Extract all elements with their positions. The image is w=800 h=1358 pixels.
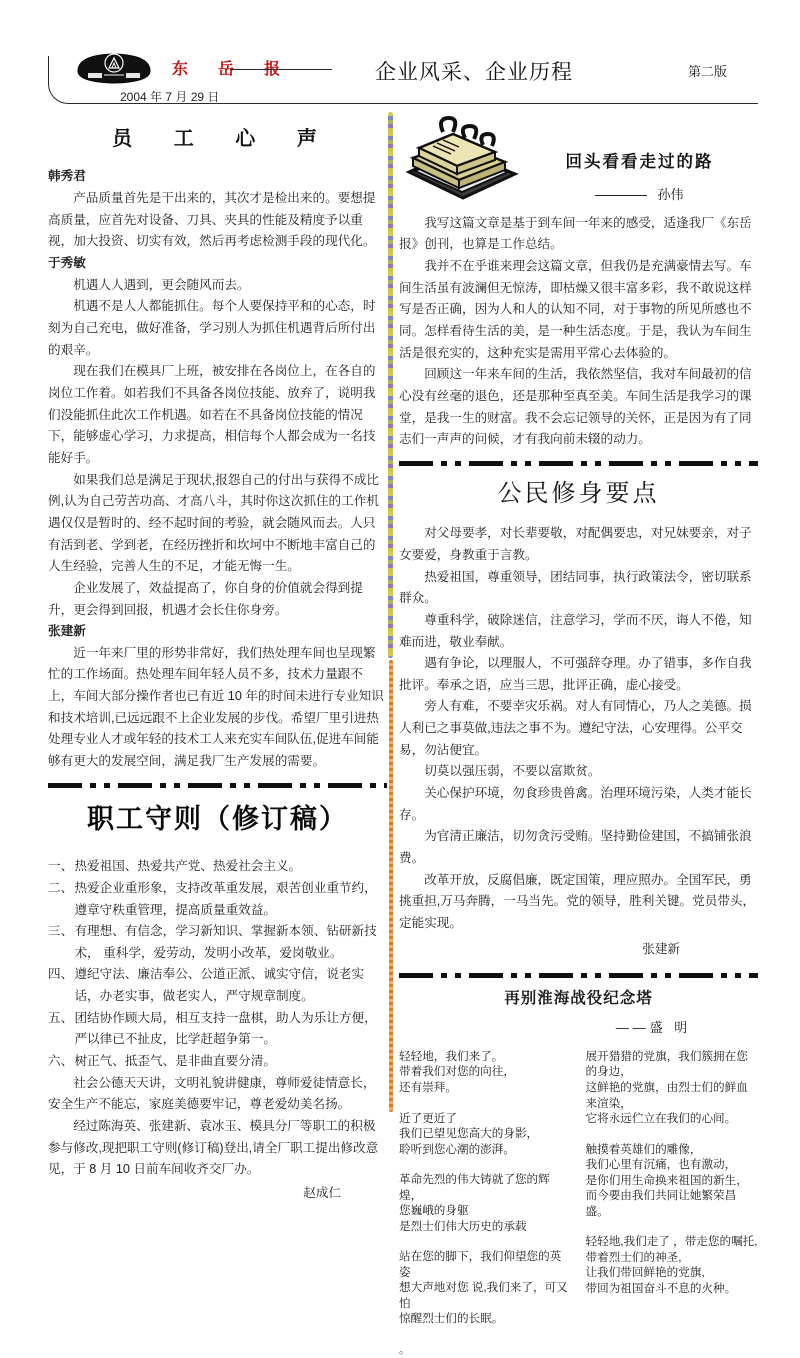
poem-line: 站在您的脚下，我们仰望您的英姿: [399, 1250, 562, 1279]
rule-text: 热爱企业重形象，支持改革重发展，艰苦创业重节约，遵章守秩重管理，提高质量重效益。: [74, 880, 377, 917]
rule-item: [48, 1008, 387, 1051]
poem-line: 惊醒烈士们的长眠。: [399, 1312, 504, 1326]
article-paragraph: 回顾这一年来车间的生活，我依然坚信，我对车间最初的信心没有丝毫的退色，还是那种至真至美。车间生活是我学习的课堂，是我一生的财富。我不会忘记领导的关怀，正是因为有了同志们一声声的问候，才有我向前未辍的动力。: [399, 367, 752, 447]
poem-byline: ——盛 明: [615, 1019, 692, 1035]
article-byline: [521, 184, 758, 206]
voice-paragraph: 产品质量首先是干出来的，其次才是检出来的。要想提高质量，应首先对设备、刀具、夹具的性能及精度予以重视，加大投资、切实有效，然后再考虑检测手段的现代化。: [48, 191, 376, 249]
poem-stanza: [586, 1142, 759, 1220]
rules-signature: 赵成仁: [303, 1186, 341, 1201]
right-column: [399, 110, 758, 1358]
rule-number: 一、: [48, 859, 74, 874]
rule-text: 热爱祖国、热爱共产党、热爱社会主义。: [74, 859, 302, 874]
citizen-paragraph: 切莫以强压弱，不要以富欺贫。: [424, 764, 601, 779]
citizen-paragraph: 为官清正廉洁，切勿贪污受贿。坚持勤俭建国，不搞铺张浪费。: [399, 829, 752, 866]
rule-number: 四、: [48, 967, 74, 982]
dashed-divider: [399, 461, 758, 466]
poem-stanza: [399, 1049, 572, 1096]
voice-paragraph: 机遇不是人人都能抓住。每个人要保持平和的心态，时刻为自己充电，做好准备，学习别人为抓住机遇背后所付出的艰辛。: [48, 299, 376, 357]
voice-author: 张建新: [48, 624, 86, 639]
rule-text: 树正气、抵歪气、是非曲直要分清。: [74, 1054, 276, 1069]
poem-stanza: [399, 1249, 572, 1327]
voices-section-title: 员 工 心 声: [112, 128, 335, 150]
voice-paragraph: 现在我们在模具厂上班，被安排在各岗位上，在各自的岗位工作着。如若我们不具备各岗位技能、放弃了，说明我们没能抓住此次工作机遇。如若在不具备岗位技能的情况下，能够虚心学习，力求提高，相信每个人都会成为一名技能好手。: [48, 364, 376, 465]
article-header: [399, 110, 758, 207]
rule-text: 遵纪守法、廉洁奉公、公道正派、诚实守信，说老实话，办老实事，做老实人，严守规章制度。: [74, 967, 365, 1004]
article-paragraph: 我写这篇文章是基于到车间一年来的感受，适逢我厂《东岳报》创刊，也算是工作总结。: [399, 215, 752, 252]
poem-line: 革命先烈的伟大铸就了您的辉煌，: [399, 1173, 550, 1202]
poem-stanza: [399, 1172, 572, 1234]
article-author: 孙伟: [657, 187, 684, 203]
poem-line: 近了更近了: [399, 1111, 457, 1125]
poem-line: 是烈士们伟大历史的承载: [399, 1219, 527, 1233]
dashed-divider: [48, 783, 387, 788]
notebooks-clipart-icon: [399, 110, 521, 206]
poem-line: 带回为祖国奋斗不息的火种。: [585, 1281, 737, 1295]
poem-line: 我们心里有沉痛，也有激动，: [585, 1158, 737, 1172]
article-title: 回头看看走过的路: [565, 153, 714, 171]
rule-number: 二、: [48, 880, 74, 895]
poem-stanza: [586, 1049, 759, 1127]
poem-left-column: [399, 1049, 572, 1358]
rules-section-title: 职工守则（修订稿）: [87, 803, 348, 834]
citizen-paragraph: 旁人有难，不要幸灾乐祸。对人有同情心，乃人之美德。损人利已之事莫做,违法之事不为。遵纪守法，心安理得。公平交易，勿沾便宜。: [399, 699, 752, 757]
citizen-paragraph: 遇有争论，以理服人，不可强辞夺理。办了错事，多作自我批评。奉承之语，应当三思，批评正确，虚心接受。: [399, 656, 752, 692]
masthead-rule: [230, 69, 332, 70]
citizen-paragraph: 热爱祖国，尊重领导，团结同事，执行政策法令，密切联系群众。: [399, 569, 752, 606]
rule-text: 团结协作顾大局，相互支持一盘棋，助人为乐让方便，严以律已不扯皮，比学赶超争第一。: [74, 1010, 377, 1047]
newspaper-logo-icon: [72, 49, 156, 87]
page-number-label: 第二版: [688, 64, 728, 79]
vertical-divider-dotted: [388, 112, 393, 658]
dashed-divider: [399, 973, 758, 978]
poem-line: 轻轻地，我们来了。: [399, 1049, 504, 1063]
voice-paragraph: 如果我们总是满足于现状,报怨自己的付出与获得不成比例,认为自己劳苦功高、才高八斗，其时你这次抓住的工作机遇仅仅是暂时的、经不起时间的考验，就会随风而去。人只有活到老、学到老，在经历挫折和坎坷中不断地丰富自己的人生经验，完善人生的不足，才能无悔一生。: [48, 472, 379, 574]
poem-line: 轻轻地,我们走了 ，带走您的嘱托,: [585, 1235, 758, 1249]
poem-line: 展开猎猎的党旗，我们簇拥在您的身边，: [585, 1049, 748, 1079]
vertical-divider-wave: [389, 660, 393, 1112]
poem-line: 我们已望见您高大的身影，: [399, 1127, 539, 1141]
poem-line: 带着我们对您的向往，: [399, 1065, 515, 1079]
article-paragraph: 我并不在乎谁来理会这篇文章，但我仍是充满豪情去写。车间生活虽有波澜但无惊涛，即枯燥又很丰富多彩，我不敢说这样写是否正确，因为人和人的认知不同，对于事物的所见所感也不同。怎样看待生活的美，是一种生活态度。于是，我认为车间生活是很充实的，这种充实是需用平常心去体验的。: [399, 259, 752, 360]
left-column: [48, 120, 387, 1217]
voice-paragraph: 企业发展了，效益提高了，你自身的价值就会得到提升，更会得到回报，机遇才会长住你身旁。: [48, 580, 363, 617]
rule-item: [48, 921, 387, 964]
citizen-paragraph: 关心保护环境，勿食珍贵兽禽。治理环境污染，人类才能长存。: [399, 786, 752, 822]
rule-number: 三、: [48, 924, 74, 939]
citizen-section-title: 公民修身要点: [497, 480, 660, 507]
issue-date: 2004 年 7 月 29 日: [120, 90, 220, 104]
poem-title: 再别淮海战役纪念塔: [504, 989, 653, 1007]
rule-text: 有理想、有信念，学习新知识、掌握新本领、钻研新技术， 重科学，爱劳动，发明小改革，爱岗敬业。: [74, 924, 377, 960]
poem-stanza: [399, 1111, 572, 1158]
rule-item: [48, 856, 387, 878]
voice-paragraph: 机遇人人遇到，更会随风而去。: [73, 277, 250, 292]
rule-item: [48, 878, 387, 921]
citizen-paragraph: 尊重科学，破除迷信，注意学习，学而不厌，诲人不倦，知难而进，敬业奉献。: [399, 612, 752, 649]
poem-line: 它将永远伫立在我们的心间。: [585, 1112, 737, 1126]
voice-author: 韩秀君: [48, 169, 86, 184]
poem-line: 还有崇拜。: [399, 1081, 457, 1095]
citizen-signature: 张建新: [642, 941, 680, 956]
poem-stanza: [586, 1234, 759, 1296]
poem-line: 带着烈士们的神圣,: [585, 1250, 682, 1264]
rule-number: 五、: [48, 1010, 74, 1025]
poem-line: 是你们用生命换来祖国的新生，: [585, 1173, 748, 1187]
article-title-block: [521, 110, 758, 207]
poem-line: 而今要由我们共同让她繁荣昌盛。: [585, 1189, 737, 1218]
citizen-paragraph: 改革开放，反腐倡廉，既定国策，理应照办。全国军民，勇挑重担,万马奔腾，一马当先。党的领导，胜利关键。党员带头，定能实现。: [399, 872, 756, 931]
rule-item: [48, 1051, 387, 1073]
section-title: 企业风采、企业历程: [375, 60, 573, 84]
poem-columns: [399, 1049, 758, 1358]
poem-line: 您巍峨的身躯: [399, 1204, 469, 1218]
poem-right-column: [586, 1049, 759, 1358]
rule-item: [48, 964, 387, 1007]
poem-footnote: 。: [399, 1343, 410, 1356]
rule-number: 六、: [48, 1054, 74, 1069]
rules-paragraph: 社会公德天天讲，文明礼貌讲健康，尊师爱徒情意长，安全生产不能忘，家庭美德要牢记，尊老爱幼美名扬。: [48, 1075, 376, 1112]
rules-paragraph: 经过陈海英、张建新、袁冰玉、模具分厂等职工的积极参与修改,现把职工守则(修订稿)登出,请全厂职工提出修改意见，于 8 月 10 日前车间收齐交厂办。: [48, 1119, 379, 1177]
voice-paragraph: 近一年来厂里的形势非常好，我们热处理车间也呈现繁忙的工作场面。热处理车间年轻人员不多，技术力量跟不上，车间大部分操作者也已有近 10 年的时间未进行专业知识和技术培训,已远远跟不上企业发展的步伐。希望厂里引进热处理专业人才或年轻的技术工人来充实车间队伍,促进车间能够有更大的发展空间，满足我厂生产发展的需要。: [48, 645, 384, 769]
paper-name: 东 岳 报: [172, 61, 294, 78]
citizen-paragraph: 对父母要孝，对长辈要敬，对配偶要忠，对兄妹要亲，对子女要爱，身教重于言教。: [399, 526, 752, 562]
poem-line: 聆听到您心潮的澎湃。: [399, 1142, 515, 1156]
poem-line: 想大声地对您 说,我们来了，可又怕: [399, 1281, 568, 1310]
poem-line: 这鲜艳的党旗，由烈士们的鲜血来渲染，: [585, 1081, 748, 1110]
poem-line: 让我们带回鲜艳的党旗,: [585, 1266, 705, 1280]
byline-dash: [595, 195, 647, 196]
poem-line: 触摸着英雄们的雕像，: [585, 1142, 702, 1156]
voice-author: 于秀敏: [48, 256, 86, 271]
